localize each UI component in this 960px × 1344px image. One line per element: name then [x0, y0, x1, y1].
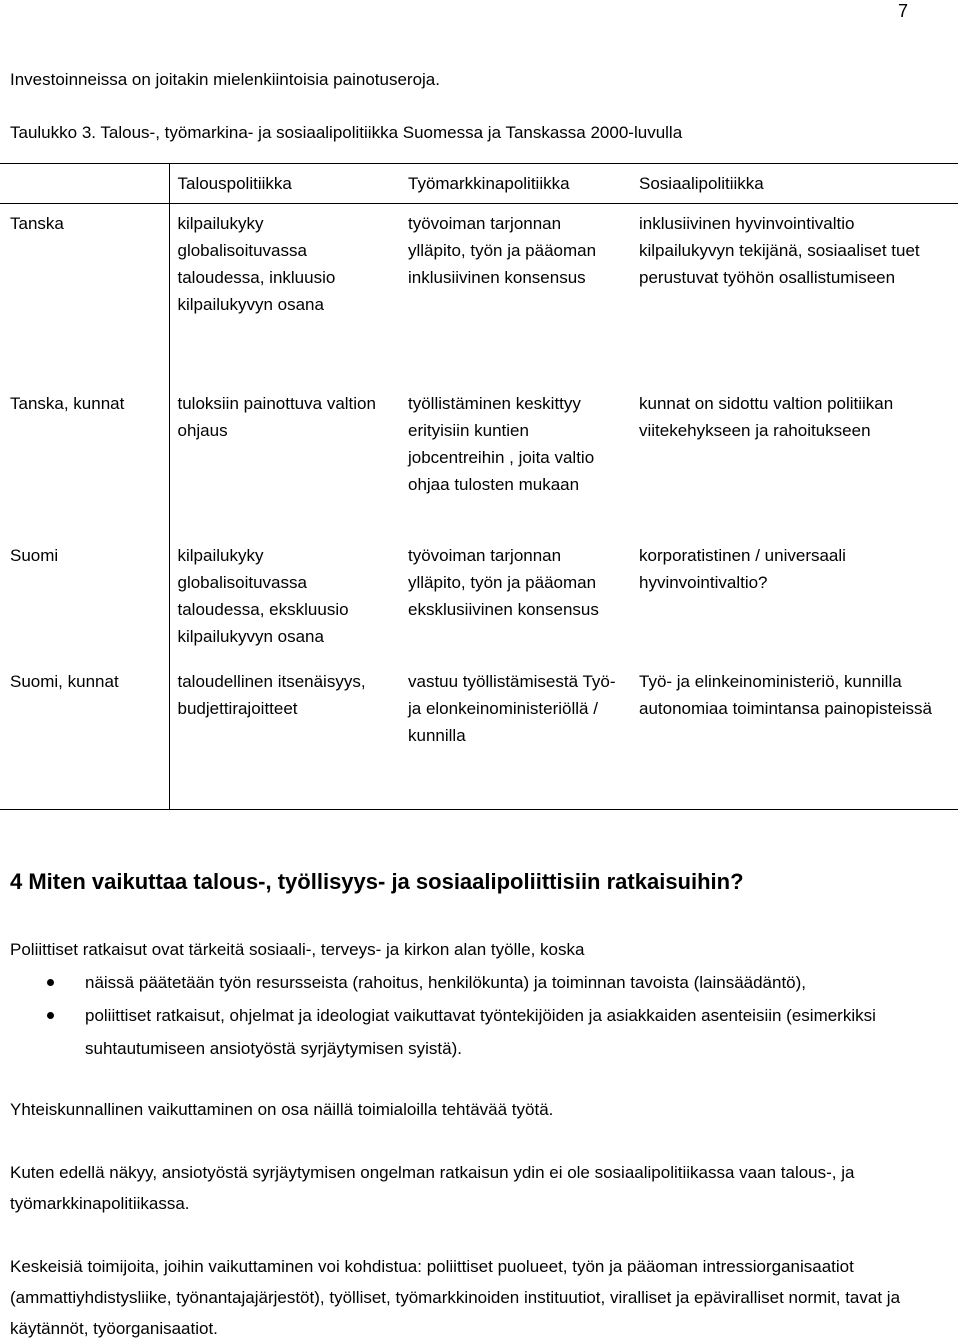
- row-label: Tanska, kunnat: [10, 393, 125, 413]
- bullet-dot-icon: [47, 979, 54, 986]
- list-item: [10, 999, 955, 1065]
- table-cell: inklusiivinen hyvinvointivaltio kilpailukyvyn tekijänä, sosiaaliset tuet perustuvat työhön osallistumiseen: [639, 214, 920, 287]
- table-cell: työllistäminen keskittyy erityisiin kuntien jobcentreihin , joita valtio ohjaa tulosten mukaan: [408, 393, 595, 494]
- paragraph-3: Kuten edellä näkyy, ansiotyöstä syrjäytymisen ongelman ratkaisun ydin ei ole sosiaalipolitiikassa vaan talous-, ja työmarkkinapolitiikassa.: [10, 1163, 855, 1213]
- table-cell: Työ- ja elinkeinoministeriö, kunnilla autonomiaa toimintansa painopisteissä: [631, 662, 958, 810]
- table-caption: Taulukko 3. Talous-, työmarkina- ja sosiaalipolitiikka Suomessa ja Tanskassa 2000-luvulla: [10, 123, 683, 142]
- list-item-text: poliittiset ratkaisut, ohjelmat ja ideologiat vaikuttavat työntekijöiden ja asiakkaiden asenteisiin (esimerkiksi suhtautumiseen ansiotyöstä syrjäytymisen syistä).: [85, 1006, 876, 1058]
- table-cell: tuloksiin painottuva valtion ohjaus: [169, 384, 400, 536]
- intro-paragraph: Investoinneissa on joitakin mielenkiintoisia painotuseroja.: [10, 70, 440, 89]
- page-number: 7: [897, 1, 908, 21]
- table-header-row: [0, 164, 958, 204]
- policy-comparison-table: [0, 163, 958, 810]
- header-labour-market-policy: Työmarkkinapolitiikka: [400, 164, 631, 204]
- paragraph-4: Keskeisiä toimijoita, joihin vaikuttaminen voi kohdistua: poliittiset puolueet, työn ja pääoman intressiorganisaatiot (ammattiyhdistysliike, työnantajajärjestöt), työlliset, työmarkkinoiden instituutiot, viralliset ja epäviralliset normit, tavat ja käytännöt, työorganisaatiot.: [10, 1257, 901, 1338]
- table-row: [0, 662, 958, 810]
- table-cell: kilpailukyky globalisoituvassa taloudessa, ekskluusio kilpailukyvyn osana: [169, 536, 400, 662]
- header-empty: [0, 164, 169, 204]
- lead-paragraph: Poliittiset ratkaisut ovat tärkeitä sosiaali-, terveys- ja kirkon alan työlle, koska: [10, 940, 585, 959]
- table-cell: työvoiman tarjonnan ylläpito, työn ja pääoman eksklusiivinen konsensus: [408, 545, 599, 619]
- paragraph-2: Yhteiskunnallinen vaikuttaminen on osa näillä toimialoilla tehtävää työtä.: [10, 1100, 554, 1119]
- header-social-policy: Sosiaalipolitiikka: [631, 164, 958, 204]
- list-item-text: näissä päätetään työn resursseista (rahoitus, henkilökunta) ja toiminnan tavoista (lainsäädäntö),: [85, 973, 807, 992]
- table-cell: vastuu työllistämisestä Työ- ja elonkeinoministeriöllä / kunnilla: [400, 662, 631, 810]
- section-heading: 4 Miten vaikuttaa talous-, työllisyys- ja sosiaalipoliittisiin ratkaisuihin?: [10, 869, 744, 894]
- table-row: [0, 536, 958, 662]
- bullet-dot-icon: [47, 1012, 54, 1019]
- list-item: [10, 966, 955, 999]
- table-cell: työvoiman tarjonnan ylläpito, työn ja pääoman inklusiivinen konsensus: [408, 214, 597, 287]
- table-cell: taloudellinen itsenäisyys, budjettirajoitteet: [169, 662, 400, 810]
- row-label: Suomi: [10, 545, 59, 565]
- table-cell: kunnat on sidottu valtion politiikan viitekehykseen ja rahoitukseen: [639, 393, 894, 440]
- table-row: [0, 204, 958, 384]
- row-label: Tanska: [10, 214, 64, 233]
- table-cell: kilpailukyky globalisoituvassa taloudessa, inkluusio kilpailukyvyn osana: [169, 204, 400, 384]
- table-row: [0, 384, 958, 536]
- table-cell: korporatistinen / universaali hyvinvointivaltio?: [639, 545, 846, 592]
- row-label: Suomi, kunnat: [0, 662, 169, 810]
- bullet-list: [10, 966, 955, 1065]
- header-economic-policy: Talouspolitiikka: [169, 164, 400, 204]
